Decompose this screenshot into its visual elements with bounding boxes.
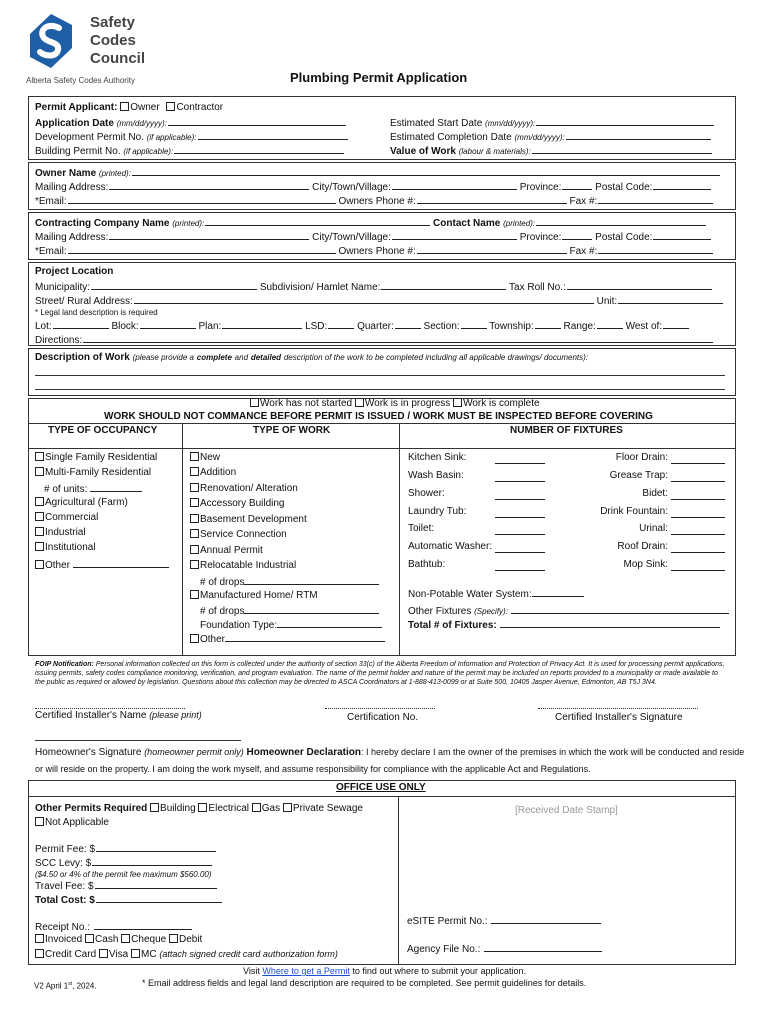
contracting-company-label: Contracting Company Name	[35, 218, 170, 229]
occupancy-units-field[interactable]	[44, 482, 142, 495]
subdivision-label: Subdivision/ Hamlet Name:	[259, 282, 381, 293]
unit-label: Unit:	[596, 296, 618, 307]
declaration-text-2: or will reside on the property. I am doing the work myself, and assume responsibility for compliance with the applicable Act and Regulations.	[35, 764, 591, 774]
fixture-blank[interactable]	[671, 472, 725, 482]
contracting-company-hint: (printed):	[172, 219, 205, 228]
owner-mailing-label: Mailing Address:	[35, 182, 109, 193]
credit-card-label: Credit Card	[45, 949, 97, 960]
gas-label: Gas	[261, 803, 281, 814]
checkbox[interactable]	[35, 467, 44, 476]
receipt-label: Receipt No.:	[35, 922, 91, 933]
agency-file-field[interactable]	[407, 942, 602, 955]
footer-visit-label: Visit	[243, 966, 260, 976]
occupancy-industrial[interactable]	[35, 527, 86, 538]
fixture-label: Automatic Washer:	[408, 541, 493, 552]
work-service-connection[interactable]	[190, 529, 287, 540]
fixture-kitchen-sink[interactable]	[408, 452, 466, 463]
completion-date-hint: (mm/dd/yyyy):	[514, 133, 565, 142]
occupancy-header: TYPE OF OCCUPANCY	[48, 425, 158, 436]
start-date-field[interactable]	[390, 116, 714, 129]
payment-row-1	[35, 934, 202, 945]
municipality-field[interactable]	[35, 280, 712, 293]
occupancy-label: Industrial	[45, 527, 86, 538]
value-of-work-field[interactable]	[390, 144, 712, 157]
fixture-automatic-washer[interactable]	[408, 541, 492, 552]
invoiced-checkbox[interactable]	[35, 934, 44, 943]
visa-checkbox[interactable]	[99, 949, 108, 958]
electrical-checkbox[interactable]	[198, 803, 207, 812]
cash-checkbox[interactable]	[85, 934, 94, 943]
installer-name-label: Certified Installer's Name	[35, 710, 147, 721]
electrical-label: Electrical	[208, 803, 249, 814]
declaration-label: Homeowner Declaration	[246, 747, 361, 758]
description-hint-2: complete	[196, 353, 232, 362]
received-date-stamp: [Received Date Stamp]	[515, 805, 618, 816]
fixture-label: Bidet:	[642, 488, 668, 499]
completion-date-field[interactable]	[390, 130, 711, 143]
fixture-drink-fountain[interactable]	[600, 506, 668, 517]
owner-email-label: *Email:	[35, 196, 67, 207]
work-label: Relocatable Industrial	[200, 560, 297, 571]
plan-label: Plan:	[198, 321, 222, 332]
contractor-postal-label: Postal Code:	[595, 232, 653, 243]
directions-field[interactable]	[35, 333, 713, 346]
owner-province-label: Province:	[519, 182, 562, 193]
cash-label: Cash	[95, 934, 119, 945]
contractor-province-label: Province:	[519, 232, 562, 243]
township-label: Township:	[489, 321, 534, 332]
fixture-label: Toilet:	[408, 523, 435, 534]
not-applicable-label: Not Applicable	[45, 817, 109, 828]
other-permits-label: Other Permits Required	[35, 803, 148, 814]
work-label: Foundation Type:	[200, 620, 278, 631]
fixture-mop-sink[interactable]	[624, 559, 668, 570]
logo	[26, 12, 156, 90]
checkbox[interactable]	[190, 467, 199, 476]
checkbox[interactable]	[35, 542, 44, 551]
fixture-blank[interactable]	[671, 508, 725, 518]
permit-applicant-label: Permit Applicant:	[35, 102, 118, 113]
page-title: Plumbing Permit Application	[290, 70, 468, 85]
fixture-blank[interactable]	[671, 454, 725, 464]
work-status-row	[250, 398, 540, 409]
fixture-blank[interactable]	[495, 472, 545, 482]
occupancy-agricultural[interactable]	[35, 497, 128, 508]
checkbox[interactable]	[190, 483, 199, 492]
fixture-blank[interactable]	[495, 454, 545, 464]
fixture-label: Shower:	[408, 488, 445, 499]
esite-permit-field[interactable]	[407, 914, 601, 927]
fixture-blank[interactable]	[671, 490, 725, 500]
work-label: Renovation/ Alteration	[200, 483, 298, 494]
fixture-nonpotable[interactable]	[408, 587, 584, 600]
permit-fee-label: Permit Fee: $	[35, 844, 96, 855]
logo-subtitle: Alberta Safety Codes Authority	[26, 76, 135, 85]
occupancy-commercial[interactable]	[35, 512, 98, 523]
work-basement[interactable]	[190, 514, 307, 525]
checkbox[interactable]	[190, 452, 199, 461]
description-line-2[interactable]	[35, 389, 725, 390]
scc-levy-label: SCC Levy: $	[35, 858, 92, 869]
checkbox[interactable]	[190, 560, 199, 569]
work-label: Other	[200, 634, 226, 645]
value-of-work-label: Value of Work	[390, 146, 456, 157]
version-text: V2 April 1	[34, 981, 69, 991]
fixture-roof-drain[interactable]	[617, 541, 668, 552]
credit-card-checkbox[interactable]	[35, 949, 44, 958]
fixture-label: Urinal:	[639, 523, 668, 534]
development-permit-hint: (if applicable):	[146, 133, 197, 142]
owner-city-label: City/Town/Village:	[312, 182, 391, 193]
homeowner-hint: (homeowner permit only)	[144, 747, 244, 757]
fixture-blank[interactable]	[495, 561, 545, 571]
building-permit-hint: (if applicable):	[123, 147, 174, 156]
west-of-label: West of:	[625, 321, 663, 332]
owner-postal-label: Postal Code:	[595, 182, 653, 193]
occupancy-label: Other	[45, 560, 71, 571]
occupancy-label: Agricultural (Farm)	[45, 497, 128, 508]
fixture-bathtub[interactable]	[408, 559, 445, 570]
fixture-urinal[interactable]	[639, 523, 668, 534]
fixture-label: Kitchen Sink:	[408, 452, 467, 463]
fixture-hint: (Specify):	[474, 607, 508, 616]
legal-land-fields[interactable]	[35, 319, 689, 332]
application-date-label: Application Date	[35, 118, 114, 129]
contractor-fax-label: Fax #:	[569, 246, 598, 257]
work-manufactured-home[interactable]	[190, 590, 318, 601]
contracting-company-field[interactable]	[35, 216, 706, 229]
permit-fee-field[interactable]	[35, 842, 216, 855]
description-label-row	[35, 352, 588, 363]
section-label: Section:	[423, 321, 460, 332]
work-label: Annual Permit	[200, 545, 263, 556]
fixture-label: Total # of Fixtures	[408, 620, 494, 631]
fixture-label: Non-Potable Water System:	[408, 589, 532, 600]
fixture-wash-basin[interactable]	[408, 470, 464, 481]
credit-card-hint: (attach signed credit card authorization form)	[159, 949, 338, 959]
building-permit-label: Building Permit No.	[35, 146, 121, 157]
permit-applicant	[35, 102, 223, 113]
owner-name-label: Owner Name	[35, 168, 97, 179]
checkbox[interactable]	[190, 545, 199, 554]
debit-checkbox[interactable]	[169, 934, 178, 943]
divider	[28, 423, 736, 424]
office-use-heading: OFFICE USE ONLY	[336, 782, 426, 793]
street-address-field[interactable]	[35, 294, 723, 307]
work-label: Accessory Building	[200, 498, 285, 509]
debit-label: Debit	[178, 934, 203, 945]
foip-text: Personal information collected on this form is collected under the authority of section 33(c) of the Alberta Freedom of Information and Protection of Privacy Act. It is used for processing permit applications, issuing permits, safety codes compliance monitoring, verification, and program evaluation. The name of the permit holder and nature of the permit may be included on reports provided to a municipality or made available to the public as required or allowed by legislation. Questions about this collection may be directed to ASCA Coordinators at 1-888-413-0099 or at Suite 500, 10405 Jasper Avenue, Edmonton, AB T5J 3N4.	[35, 661, 725, 686]
application-date-hint: (mm/dd/yyyy):	[116, 119, 167, 128]
version-sup: st	[68, 981, 73, 987]
not-applicable-checkbox[interactable]	[35, 817, 44, 826]
fixture-label: Floor Drain:	[615, 452, 668, 463]
checkbox[interactable]	[190, 514, 199, 523]
divider	[28, 448, 736, 449]
work-label: New	[200, 452, 221, 463]
certification-label: Certification No.	[347, 712, 419, 723]
contractor-phone-label: Owners Phone #:	[338, 246, 416, 257]
owner-mailing-field[interactable]	[35, 180, 711, 193]
gas-checkbox[interactable]	[252, 803, 261, 812]
fixture-blank[interactable]	[495, 525, 545, 535]
value-of-work-hint: (labour & materials):	[458, 147, 531, 156]
owner-option-label: Owner	[130, 102, 160, 113]
foip-notification	[35, 660, 729, 687]
owner-name-hint: (printed):	[98, 169, 131, 178]
fixture-blank[interactable]	[671, 543, 725, 553]
description-label: Description of Work	[35, 352, 130, 363]
work-label: # of drops	[200, 606, 245, 617]
fixture-other[interactable]	[408, 604, 729, 617]
mc-checkbox[interactable]	[131, 949, 140, 958]
divider	[182, 423, 183, 656]
fixture-grease-trap[interactable]	[610, 470, 668, 481]
fixtures-header: NUMBER OF FIXTURES	[510, 425, 623, 436]
development-permit-field[interactable]	[35, 130, 348, 143]
contractor-email-label: *Email:	[35, 246, 67, 257]
declaration-text-1: : I hereby declare I am the owner of the premises in which the work will be conducted and reside	[361, 747, 745, 757]
fixture-label: Bathtub:	[408, 559, 446, 570]
payment-row-2	[35, 949, 338, 960]
directions-label: Directions:	[35, 335, 83, 346]
installer-name-line[interactable]	[35, 708, 185, 709]
fixture-label: Roof Drain:	[617, 541, 668, 552]
logo-line2: Codes	[90, 32, 136, 49]
tax-roll-label: Tax Roll No.:	[509, 282, 566, 293]
lot-label: Lot:	[35, 321, 52, 332]
fixture-blank[interactable]	[495, 543, 545, 553]
project-location-heading: Project Location	[35, 266, 114, 277]
homeowner-signature-line[interactable]	[35, 740, 241, 741]
work-accessory[interactable]	[190, 498, 284, 509]
owner-email-field[interactable]	[35, 194, 713, 207]
divider	[399, 423, 400, 656]
complete-label: Work is complete	[463, 398, 540, 409]
owner-name-field[interactable]	[35, 166, 720, 179]
owner-fax-label: Fax #:	[569, 196, 598, 207]
contact-name-label: Contact Name	[433, 218, 501, 229]
esite-permit-label: eSITE Permit No.:	[407, 916, 488, 927]
fixture-label: Wash Basin:	[408, 470, 464, 481]
building-checkbox[interactable]	[150, 803, 159, 812]
occupancy-institutional[interactable]	[35, 542, 96, 553]
not-started-checkbox[interactable]	[250, 398, 259, 407]
in-progress-checkbox[interactable]	[355, 398, 364, 407]
scc-levy-field[interactable]	[35, 856, 212, 869]
occupancy-single-family[interactable]	[35, 452, 157, 463]
work-label: Basement Development	[200, 514, 307, 525]
contractor-mailing-field[interactable]	[35, 230, 711, 243]
checkbox[interactable]	[190, 498, 199, 507]
occupancy-multi-family[interactable]	[35, 467, 151, 478]
work-renovation[interactable]	[190, 483, 298, 494]
cheque-checkbox[interactable]	[121, 934, 130, 943]
version-year: , 2024.	[72, 981, 97, 991]
footer-visit-rest: to find out where to submit your application.	[352, 966, 527, 976]
fixture-total[interactable]: Total # of Fixtures:	[408, 618, 720, 631]
description-line-1[interactable]	[35, 375, 725, 376]
occupancy-label: Multi-Family Residential	[45, 467, 152, 478]
not-started-label: Work has not started	[260, 398, 353, 409]
work-addition[interactable]	[190, 467, 236, 478]
travel-fee-field[interactable]	[35, 879, 217, 892]
work-label: Manufactured Home/ RTM	[200, 590, 318, 601]
installer-name-hint: (please print)	[149, 710, 202, 720]
invoiced-label: Invoiced	[45, 934, 83, 945]
agency-file-label: Agency File No.:	[407, 944, 481, 955]
cheque-label: Cheque	[131, 934, 167, 945]
footer-note: * Email address fields and legal land description are required to be completed. See permit guidelines for details.	[142, 978, 587, 988]
building-permit-field[interactable]	[35, 144, 344, 157]
in-progress-label: Work is in progress	[364, 398, 451, 409]
completion-date-label: Estimated Completion Date	[390, 132, 512, 143]
homeowner-declaration	[35, 747, 744, 758]
other-permits-row	[35, 803, 363, 814]
work-relocatable[interactable]	[190, 560, 296, 571]
work-other[interactable]	[190, 632, 385, 645]
footer-visit	[243, 966, 526, 976]
contractor-mailing-label: Mailing Address:	[35, 232, 109, 243]
contact-name-hint: (printed):	[503, 219, 536, 228]
work-label: Service Connection	[200, 529, 287, 540]
mc-label: MC	[140, 949, 157, 960]
description-hint-5: description of the work to be completed including all applicable drawings/ documents):	[283, 353, 588, 362]
where-to-get-permit-link[interactable]: Where to get a Permit	[262, 966, 350, 976]
fixture-label: Other Fixtures	[408, 606, 472, 617]
complete-checkbox[interactable]	[453, 398, 462, 407]
owner-phone-label: Owners Phone #:	[338, 196, 416, 207]
homeowner-signature-label: Homeowner's Signature	[35, 747, 142, 758]
description-hint-1: (please provide a	[132, 353, 194, 362]
development-permit-label: Development Permit No.	[35, 132, 144, 143]
receipt-field[interactable]	[35, 920, 192, 933]
start-date-label: Estimated Start Date	[390, 118, 483, 129]
fixture-blank[interactable]	[495, 490, 545, 500]
checkbox[interactable]	[35, 497, 44, 506]
work-drops-field-1[interactable]	[200, 575, 379, 588]
fixture-blank[interactable]	[671, 561, 725, 571]
certification-line[interactable]	[325, 708, 435, 709]
occupancy-label: # of units:	[44, 484, 88, 495]
checkbox[interactable]	[190, 529, 199, 538]
block-label: Block:	[111, 321, 139, 332]
work-foundation-field[interactable]	[200, 618, 382, 631]
checkbox[interactable]	[35, 452, 44, 461]
sewage-label: Private Sewage	[292, 803, 363, 814]
street-address-label: Street/ Rural Address:	[35, 296, 133, 307]
travel-fee-label: Travel Fee: $	[35, 881, 94, 892]
building-label: Building	[160, 803, 196, 814]
work-drops-field-2[interactable]	[200, 604, 379, 617]
quarter-label: Quarter:	[357, 321, 394, 332]
visa-label: Visa	[108, 949, 129, 960]
range-label: Range:	[563, 321, 596, 332]
contractor-email-field[interactable]	[35, 244, 713, 257]
fixture-bidet[interactable]	[642, 488, 668, 499]
logo-line3: Council	[90, 50, 145, 67]
installer-name	[35, 710, 202, 721]
scc-logo-icon	[26, 12, 76, 70]
legal-land-note: * Legal land description is required	[35, 308, 158, 317]
foip-label: FOIP Notification:	[35, 661, 94, 668]
installer-signature-label: Certified Installer's Signature	[555, 712, 683, 723]
work-label: # of drops	[200, 577, 245, 588]
installer-signature-line[interactable]	[538, 708, 698, 709]
checkbox[interactable]	[35, 560, 44, 569]
fixture-blank[interactable]	[671, 525, 725, 535]
fixture-label: Grease Trap:	[609, 470, 668, 481]
total-cost-label: Total Cost: $	[35, 895, 95, 906]
work-annual-permit[interactable]	[190, 545, 263, 556]
checkbox[interactable]	[190, 590, 199, 599]
work-warning: WORK SHOULD NOT COMMANCE BEFORE PERMIT IS ISSUED / WORK MUST BE INSPECTED BEFORE COVERING	[104, 411, 653, 422]
fixture-laundry-tub[interactable]	[408, 506, 466, 517]
work-new[interactable]	[190, 452, 220, 463]
version-label	[34, 981, 97, 991]
occupancy-label: Single Family Residential	[45, 452, 158, 463]
work-label: Addition	[200, 467, 237, 478]
checkbox[interactable]	[190, 634, 199, 643]
application-date-field[interactable]	[35, 116, 346, 129]
fixture-shower[interactable]	[408, 488, 445, 499]
fixture-toilet[interactable]	[408, 523, 434, 534]
occupancy-other[interactable]	[35, 558, 169, 571]
owner-checkbox[interactable]	[120, 102, 129, 111]
fixture-label: Mop Sink:	[623, 559, 668, 570]
sewage-checkbox[interactable]	[283, 803, 292, 812]
contractor-option-label: Contractor	[176, 102, 224, 113]
description-hint-3: and	[234, 353, 249, 362]
fixture-label: Drink Fountain:	[600, 506, 668, 517]
lsd-label: LSD:	[305, 321, 328, 332]
contractor-checkbox[interactable]	[166, 102, 175, 111]
occupancy-label: Institutional	[45, 542, 96, 553]
description-hint-4: detailed	[250, 353, 282, 362]
total-cost-field[interactable]	[35, 893, 222, 906]
occupancy-label: Commercial	[45, 512, 99, 523]
checkbox[interactable]	[35, 512, 44, 521]
municipality-label: Municipality:	[35, 282, 91, 293]
work-header: TYPE OF WORK	[253, 425, 331, 436]
logo-line1: Safety	[90, 14, 136, 31]
fixture-blank[interactable]	[495, 508, 545, 518]
contractor-city-label: City/Town/Village:	[312, 232, 391, 243]
start-date-hint: (mm/dd/yyyy):	[485, 119, 536, 128]
fixture-floor-drain[interactable]	[616, 452, 668, 463]
not-applicable-row[interactable]	[35, 817, 109, 828]
checkbox[interactable]	[35, 527, 44, 536]
fixture-label: Laundry Tub:	[408, 506, 467, 517]
levy-note: ($4.50 or 4% of the permit fee maximum $560.00)	[35, 870, 212, 879]
